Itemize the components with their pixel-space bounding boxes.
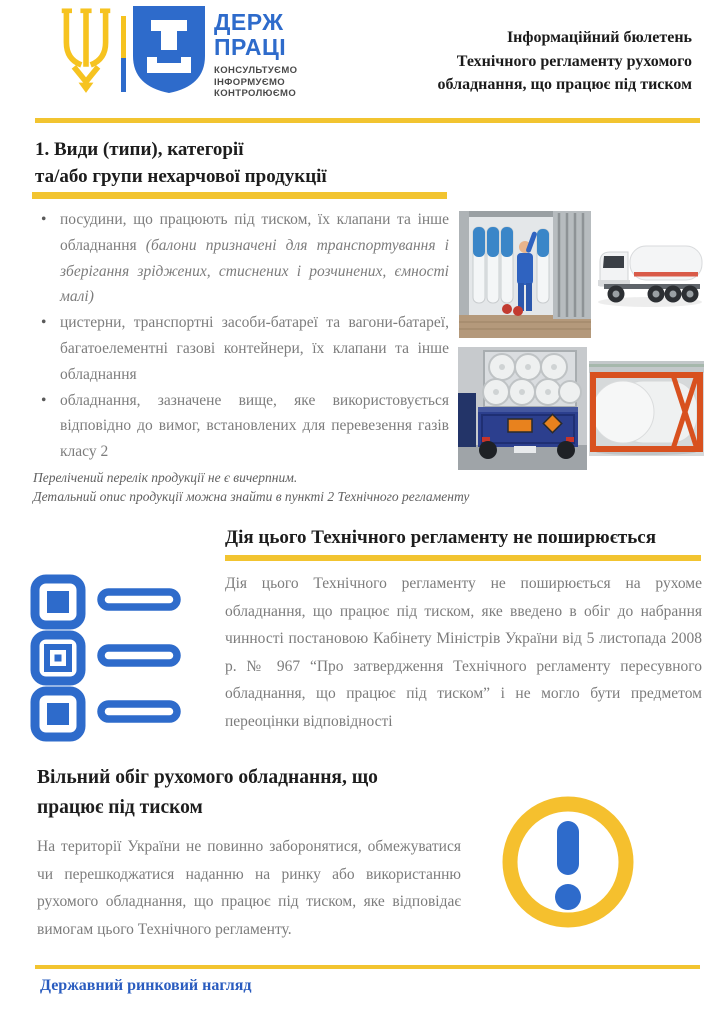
tagline-line: ІНФОРМУЄМО — [214, 76, 286, 88]
footnote-line: Перелічений перелік продукції не є вичерпним. — [33, 470, 298, 485]
logo-divider — [121, 16, 126, 92]
bulletin-title-line: Технічного регламенту рухомого — [456, 52, 692, 70]
section2-heading-underline — [225, 555, 701, 561]
product-list — [35, 207, 449, 465]
section2-body: Дія цього Технічного регламенту не поширюється на рухоме обладнання, що працює під тиском, яке введено в обіг до набрання чинності постановою Кабінету Міністрів України від 5 листопада 2008 р. № 967 “Про затвердження Технічного регламенту пересувного обладнання, що працює під тиском” і не могло бути предметом переоцінки відповідності — [225, 575, 702, 730]
footnote — [33, 468, 469, 506]
list-item — [35, 207, 449, 310]
checklist-icon — [30, 574, 182, 742]
section3-heading-line: Вільний обіг рухомого обладнання, що — [37, 767, 378, 788]
list-item — [35, 310, 449, 387]
section3-body: На території України не повинно заборонятися, обмежуватися чи перешкоджатися наданню на ринку або використанню рухомого обладнання, що працює під тиском, яке відповідає вимогам цього Технічного регламенту. — [37, 838, 461, 938]
section1-heading-line: та/або групи нехарчової продукції — [35, 166, 327, 187]
truck-with-cylinder-battery-photo — [458, 347, 587, 470]
footer-label: Державний ринковий нагляд — [40, 977, 252, 994]
bulletin-title-line: обладнання, що працює під тиском — [437, 76, 692, 93]
bulletin-title — [437, 26, 692, 97]
bulletin-title-line: Інформаційний бюлетень — [506, 29, 692, 46]
list-item — [35, 388, 449, 465]
white-tanker-truck-photo — [594, 228, 706, 312]
list-item-text: посудини, що працюють під тиском, їх клапани та інше обладнання — [60, 211, 449, 254]
list-item-text: обладнання, зазначене вище, яке використовується відповідно до вимог, встановлених для перевезення газів класу 2 — [60, 391, 449, 461]
section3-heading — [37, 763, 378, 823]
tank-container-in-orange-frame-photo — [589, 361, 704, 456]
section1-heading-line: 1. Види (типи), категорії — [35, 139, 244, 160]
footnote-line: Детальний опис продукції можна знайти в пункті 2 Технічного регламенту — [33, 489, 470, 504]
header-divider-line — [35, 118, 700, 123]
list-item-note: (балони призначені для транспортування і зберігання зріджених, стиснених і розчинених, ємності малі) — [60, 236, 449, 306]
logo-tagline — [214, 65, 297, 100]
section2-heading: Дія цього Технічного регламенту не поширюється — [225, 527, 657, 548]
gas-cylinders-in-container-photo — [459, 211, 591, 338]
logo-wordmark — [214, 10, 297, 100]
logo-name-line: ДЕРЖ — [214, 9, 284, 35]
footer-divider-line — [35, 965, 700, 969]
tagline-line: КОНТРОЛЮЄМО — [214, 88, 297, 99]
section1-heading-underline — [32, 192, 447, 199]
exclamation-circle-icon — [501, 795, 635, 929]
logo-name-line: ПРАЦІ — [214, 34, 287, 60]
section3-heading-line: працює під тиском — [37, 797, 203, 818]
tagline-line: КОНСУЛЬТУЄМО — [214, 65, 298, 76]
logo-divider-blue — [121, 58, 126, 92]
section1-heading — [35, 136, 327, 190]
logo-divider-yellow — [121, 16, 126, 58]
list-item-text: цистерни, транспортні засоби-батареї та вагони-батареї, багатоелементні газові контейнери, їх клапани та інше обладнання — [60, 314, 449, 383]
derzhpratsi-shield-icon — [133, 6, 205, 93]
trident-icon — [58, 6, 114, 94]
